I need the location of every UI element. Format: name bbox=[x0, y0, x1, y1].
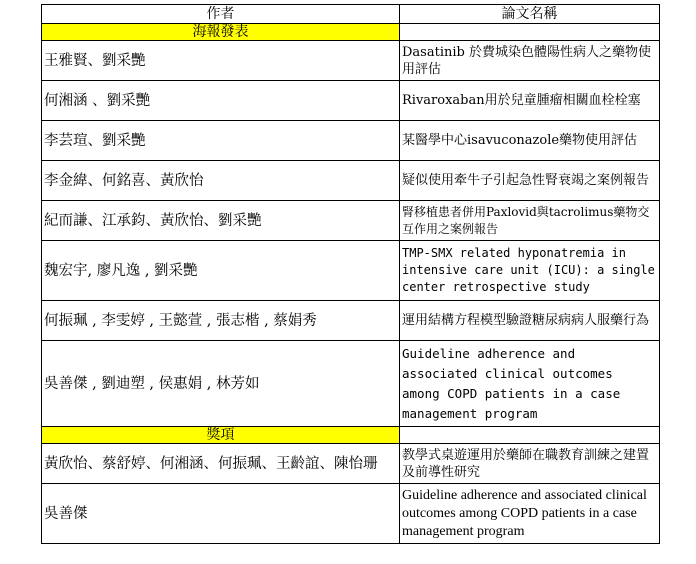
author-cell: 黃欣怡、蔡舒婷、何湘涵、何振珮、王齡誼、陳怡珊 bbox=[42, 444, 400, 484]
table-row bbox=[42, 444, 660, 484]
publication-table bbox=[41, 4, 660, 544]
table-row bbox=[42, 201, 660, 241]
author-cell: 魏宏宇, 廖凡逸 , 劉采艷 bbox=[42, 241, 400, 301]
table-row bbox=[42, 241, 660, 301]
author-cell: 紀而謙、江承鈞、黃欣怡、劉采艷 bbox=[42, 201, 400, 241]
section-blank bbox=[400, 24, 660, 41]
section-row-awards bbox=[42, 427, 660, 444]
table-row bbox=[42, 341, 660, 427]
table-row bbox=[42, 41, 660, 81]
author-cell: 何振珮 , 李雯婷 , 王懿萱 , 張志楷 , 蔡娟秀 bbox=[42, 301, 400, 341]
section-blank bbox=[400, 427, 660, 444]
title-cell: 腎移植患者併用Paxlovid與tacrolimus藥物交互作用之案例報告 bbox=[400, 201, 660, 241]
title-cell: Rivaroxaban用於兒童腫瘤相關血栓栓塞 bbox=[400, 81, 660, 121]
header-author: 作者 bbox=[42, 5, 400, 24]
title-cell: Dasatinib 於費城染色體陽性病人之藥物使用評估 bbox=[400, 41, 660, 81]
section-label-awards: 獎項 bbox=[42, 427, 400, 444]
author-cell: 吳善傑 , 劉迪塑 , 侯惠娟 , 林芳如 bbox=[42, 341, 400, 427]
author-cell: 李金緯、何銘喜、黃欣怡 bbox=[42, 161, 400, 201]
table-row bbox=[42, 484, 660, 544]
author-cell: 吳善傑 bbox=[42, 484, 400, 544]
title-cell: 運用結構方程模型驗證糖尿病病人服藥行為 bbox=[400, 301, 660, 341]
table-row bbox=[42, 301, 660, 341]
author-cell: 李芸瑄、劉采艷 bbox=[42, 121, 400, 161]
title-cell: 某醫學中心isavuconazole藥物使用評估 bbox=[400, 121, 660, 161]
title-cell: 教學式桌遊運用於藥師在職教育訓練之建置及前導性研究 bbox=[400, 444, 660, 484]
table-header-row bbox=[42, 5, 660, 24]
title-cell: Guideline adherence and associated clinical outcomes among COPD patients in a case management program bbox=[400, 484, 660, 544]
section-label-poster: 海報發表 bbox=[42, 24, 400, 41]
title-cell: TMP-SMX related hyponatremia in intensive care unit (ICU): a single center retrospective study bbox=[400, 241, 660, 301]
table-row bbox=[42, 161, 660, 201]
section-row-poster bbox=[42, 24, 660, 41]
table-row bbox=[42, 81, 660, 121]
title-cell: Guideline adherence and associated clinical outcomes among COPD patients in a case management program bbox=[400, 341, 660, 427]
title-cell: 疑似使用牽牛子引起急性腎衰竭之案例報告 bbox=[400, 161, 660, 201]
table-row bbox=[42, 121, 660, 161]
author-cell: 何湘涵 、劉采艷 bbox=[42, 81, 400, 121]
author-cell: 王雅賢、劉采艷 bbox=[42, 41, 400, 81]
header-title: 論文名稱 bbox=[400, 5, 660, 24]
